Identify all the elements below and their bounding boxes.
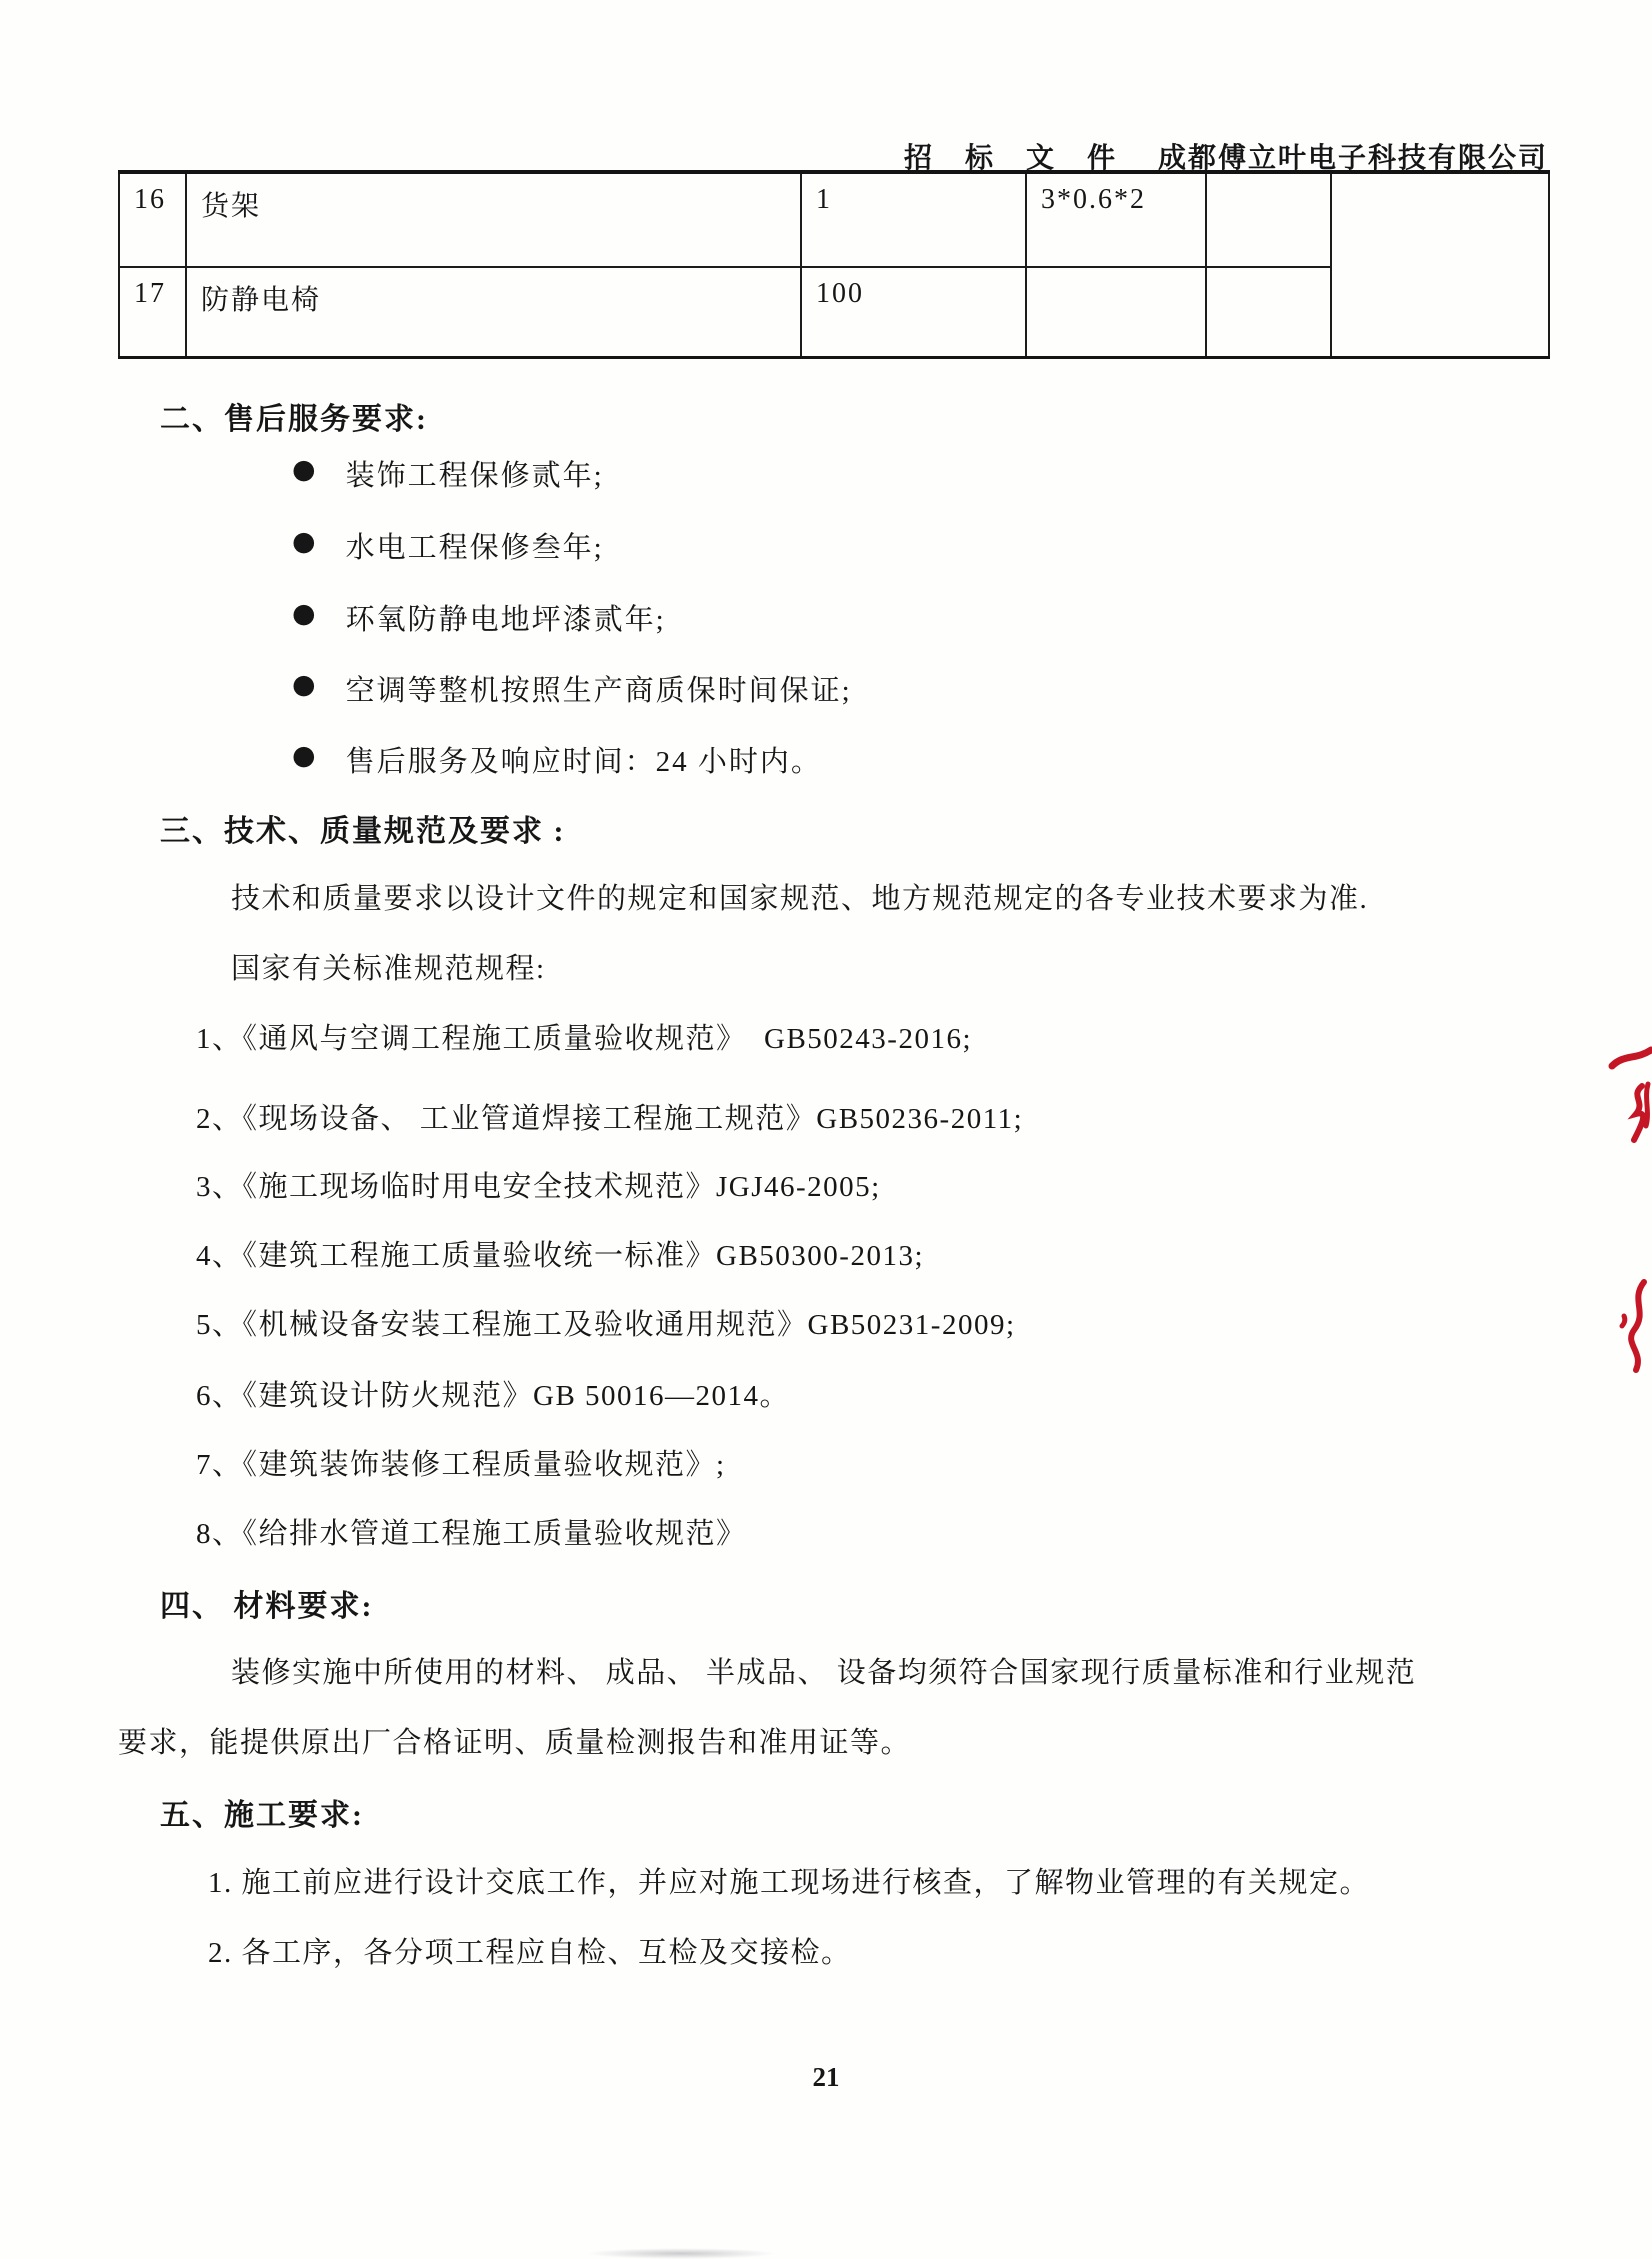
section-heading-after-sales: 二、售后服务要求: — [160, 403, 428, 436]
bullet-item — [292, 453, 604, 494]
standard-item: 1、《通风与空调工程施工质量验收规范》 GB50243-2016; — [196, 1023, 973, 1055]
bullet-item — [292, 668, 852, 709]
cell-empty — [1206, 267, 1331, 358]
page-number: 21 — [812, 2062, 840, 2092]
bullet-icon: ● — [292, 526, 318, 557]
bullet-icon: ● — [292, 598, 318, 629]
scan-smudge — [586, 2248, 776, 2259]
section-heading-construction: 五、施工要求: — [160, 1799, 364, 1832]
red-ink-mark — [1616, 1278, 1652, 1374]
section-heading-materials: 四、 材料要求: — [160, 1590, 374, 1623]
items-table — [118, 170, 1550, 359]
bullet-item — [292, 525, 604, 566]
cell-item-name: 货架 — [186, 172, 801, 267]
cell-quantity: 100 — [801, 267, 1026, 358]
standard-item: 3、《施工现场临时用电安全技术规范》JGJ46-2005; — [196, 1171, 881, 1203]
cell-empty — [1206, 172, 1331, 267]
cell-item-name: 防静电椅 — [186, 267, 801, 358]
cell-quantity: 1 — [801, 172, 1026, 267]
bullet-text: 水电工程保修叁年; — [345, 532, 604, 564]
standard-item: 2、《现场设备、 工业管道焊接工程施工规范》GB50236-2011; — [196, 1103, 1024, 1135]
construction-item: 1. 施工前应进行设计交底工作，并应对施工现场进行核查，了解物业管理的有关规定。 — [208, 1867, 1371, 1899]
cell-dimension: 3*0.6*2 — [1026, 172, 1206, 267]
bullet-item — [292, 739, 822, 780]
doc-type-label: 招 标 文 件 — [903, 143, 1128, 174]
table-row — [119, 172, 1549, 267]
bullet-text: 环氧防静电地坪漆贰年; — [345, 604, 666, 636]
bullet-icon: ● — [292, 669, 318, 700]
cell-row-no: 16 — [119, 172, 186, 267]
standard-item: 7、《建筑装饰装修工程质量验收规范》; — [196, 1449, 726, 1481]
bullet-text: 售后服务及响应时间：24 小时内。 — [345, 746, 822, 778]
materials-paragraph-line: 要求，能提供原出厂合格证明、质量检测报告和准用证等。 — [118, 1727, 912, 1759]
red-ink-mark — [1598, 1040, 1652, 1152]
tech-subtitle: 国家有关标准规范规程: — [231, 953, 546, 985]
standard-item: 5、《机械设备安装工程施工及验收通用规范》GB50231-2009; — [196, 1309, 1016, 1341]
cell-row-no: 17 — [119, 267, 186, 358]
company-name: 成都傅立叶电子科技有限公司 — [1157, 143, 1548, 174]
cell-dimension — [1026, 267, 1206, 358]
bullet-icon: ● — [292, 454, 318, 485]
standard-item: 6、《建筑设计防火规范》GB 50016—2014。 — [196, 1380, 791, 1412]
standard-item: 8、《给排水管道工程施工质量验收规范》 — [196, 1518, 747, 1550]
bullet-item — [292, 597, 666, 638]
construction-item: 2. 各工序，各分项工程应自检、互检及交接检。 — [208, 1937, 852, 1969]
bullet-icon: ● — [292, 740, 318, 771]
section-heading-tech: 三、技术、质量规范及要求 : — [160, 815, 566, 848]
bullet-text: 空调等整机按照生产商质保时间保证; — [345, 675, 852, 707]
bullet-text: 装饰工程保修贰年; — [345, 460, 604, 492]
cell-remark-merged — [1331, 172, 1549, 358]
tech-intro-paragraph: 技术和质量要求以设计文件的规定和国家规范、地方规范规定的各专业技术要求为准. — [231, 883, 1369, 915]
materials-paragraph-line: 装修实施中所使用的材料、 成品、 半成品、 设备均须符合国家现行质量标准和行业规范 — [231, 1657, 1417, 1689]
standard-item: 4、《建筑工程施工质量验收统一标准》GB50300-2013; — [196, 1240, 925, 1272]
